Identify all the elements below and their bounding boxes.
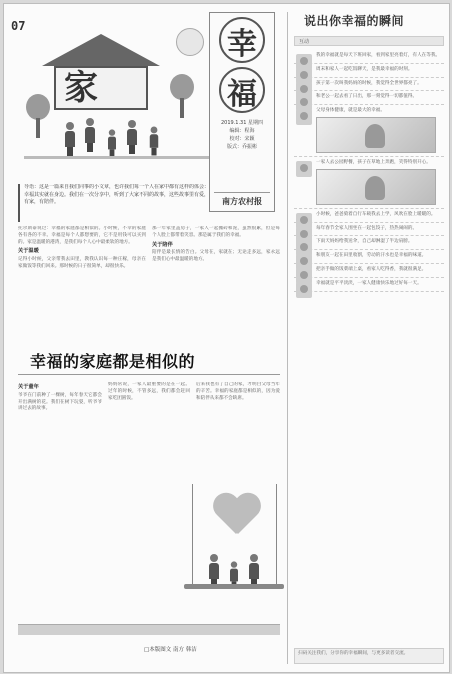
avatar [296, 109, 312, 125]
editor-line: 版式：乔振彬 [226, 144, 257, 150]
article-column-lower-2: 妈妈常说，一家人最重要的是在一起。过年的时候，不管多远，我们都会赶回家吃团圆饭。 [108, 382, 190, 401]
avatar [296, 282, 312, 298]
sidebar-title: 说出你幸福的瞬间 [304, 14, 405, 28]
comment-photo [316, 169, 436, 205]
comment-item: 每年春节全家人围坐在一起包饺子，热热闹闹的。 [294, 223, 444, 237]
issue-info: 星期四 [248, 120, 264, 126]
family-illustration [24, 24, 210, 174]
sidebar-footer: 扫码关注我们，分享你的幸福瞬间，与更多读者交流。 [294, 648, 444, 664]
comment-item: 幸福就是平平淡淡，一家人健康快乐地过好每一天。 [294, 278, 444, 292]
newspaper-page [3, 3, 450, 673]
photo-credit: □本版图文 南方 韩洁 [144, 647, 197, 653]
comment-photo [316, 117, 436, 153]
comment-item: 我的幸福就是每天下班回家，看到家里亮着灯，有人在等我。 [294, 50, 444, 64]
intro-text: 导语：这是一篇来自我们同事的小文章，也许我们每一个人在家中都有这样的体会：幸福其实就在身边。我们在一次分享中，听到了大家不同的故事，这些故事里有爱，有家，有陪伴。 [18, 184, 210, 222]
comment-item: 把亲手做的饭菜端上桌，看家人吃得香，我就很满足。 [294, 264, 444, 278]
article-column-lower-3: 后来我也有了自己的家，才明白父母当年的辛苦。幸福的家庭都是相似的，因为爱和陪伴从来都不会缺席。 [196, 382, 280, 401]
illustration-character: 家 [64, 68, 100, 108]
editor-line: 校对：宋颖 [229, 136, 255, 142]
person-icon [84, 118, 96, 152]
title-char-1: 幸 [219, 17, 265, 63]
comment-item: 和朋友一起在田里收割，劳动的汗水也是幸福的味道。 [294, 250, 444, 264]
section-title-box [209, 12, 275, 212]
swing-plank [18, 624, 280, 635]
person-icon [149, 127, 159, 156]
avatar [296, 161, 312, 177]
article-column-upper-left: 托尔斯泰说过：幸福的家庭都是相似的。小时候，不幸的家庭各有各的不幸。幸福是每个人都想要的，它不是用钱可以买到的。家是温暖的港湾，是我们每个人心中最柔软的地方。 关于温暖 记得小时候，父亲带我去田里，教我认识每一种庄稼，母亲在家做饭等我们回来。那时候的日子很简单，却很快乐。 [18, 226, 146, 269]
subheading: 关于陪伴 [152, 241, 173, 248]
person-icon [107, 129, 117, 156]
house-icon [42, 34, 160, 110]
comment-list [294, 50, 444, 292]
swing-illustration [184, 484, 284, 634]
subheading: 关于童年 [18, 384, 39, 390]
title-char-2: 福 [219, 67, 265, 113]
comment-item: 周末和家人一起吃饭聊天，是我最幸福的时刻。 [294, 64, 444, 78]
person-icon [126, 120, 138, 154]
issue-date: 2019.1.31 [220, 120, 247, 126]
article-column-lower-1: 关于童年 爷爷在门前种了一棵树，每年春天它都会开出满树的花。我们在树下玩耍，听爷爷讲过去的故事。 [18, 384, 102, 412]
comment-item: 和老公一起去看了日出，那一刻觉得一切都值得。 [294, 91, 444, 105]
page-number: 07 [11, 19, 26, 33]
article-headline: 幸福的家庭都是相似的 [30, 352, 196, 371]
sidebar-header-bar: 互动 [294, 36, 444, 46]
person-icon [64, 122, 76, 156]
tree-icon [26, 94, 50, 138]
comment-item: 小时候，爸爸骑着自行车载我去上学，风吹在脸上暖暖的。 [294, 209, 444, 223]
article-column-upper-right: 那一年家里盖房子，一家人一起搬砖和泥，虽然很累，但是每个人脸上都带着笑容。那是属于我们的幸福。 关于陪伴 陪伴是最长情的告白。父母在，家就在；无论走多远，家永远是我们心中最温暖的地方。 [152, 226, 280, 263]
heart-icon [212, 494, 262, 538]
comment-item: 孩子第一次叫我妈妈的时候，我觉得全世界都亮了。 [294, 78, 444, 92]
editor-line: 编辑：程海 [229, 128, 255, 134]
comment-item: 下雨天妈妈给我送伞，自己却淋湿了半边肩膀。 [294, 236, 444, 250]
sun-icon [176, 28, 204, 56]
comment-item: 父母身体健康，就是最大的幸福。 [294, 105, 444, 157]
person-icon [208, 554, 220, 588]
person-icon [248, 554, 260, 588]
comment-item: 一家人去公园野餐，孩子在草地上奔跑，笑得特别开心。 [294, 157, 444, 209]
newspaper-brand: 南方农村报 [214, 192, 270, 207]
subheading: 关于温暖 [18, 248, 39, 255]
tree-icon [170, 74, 194, 118]
